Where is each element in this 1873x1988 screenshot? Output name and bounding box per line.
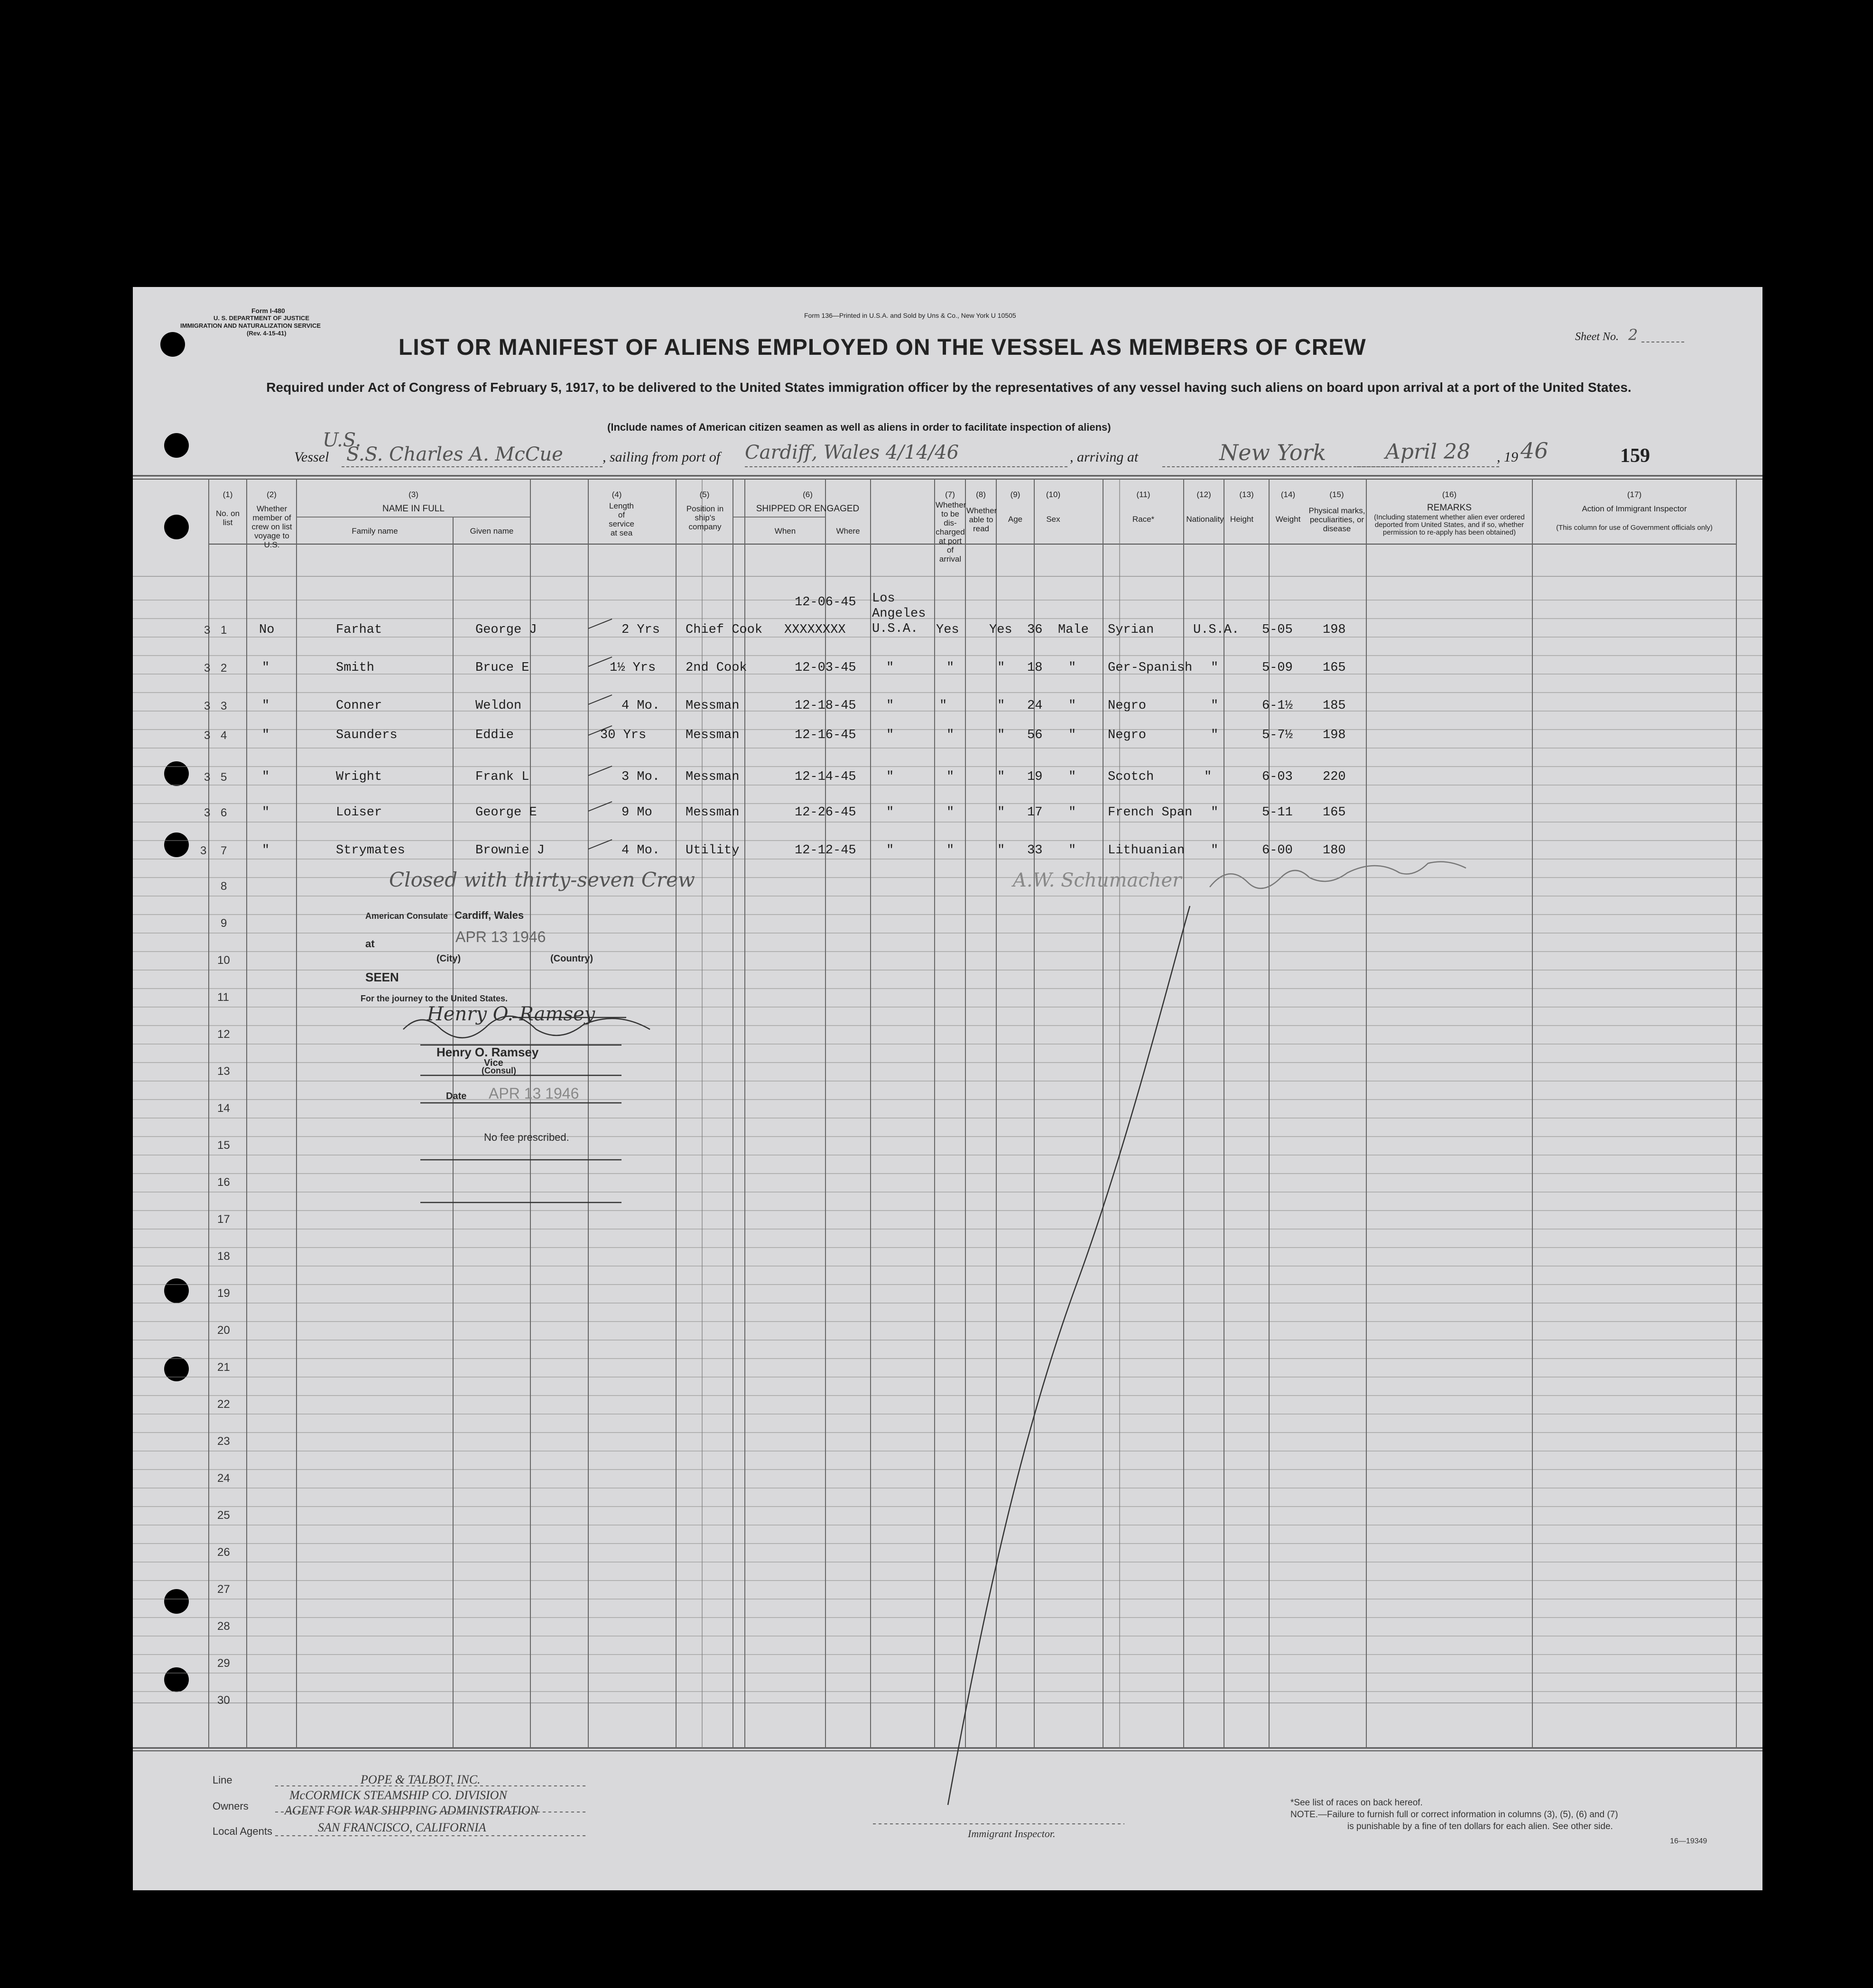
cell-given-name: Eddie — [475, 728, 514, 742]
cell-discharged: " — [946, 661, 955, 675]
cell-sex: " — [1068, 699, 1076, 713]
row-number: 2 — [221, 662, 227, 675]
cell-nationality: " — [1211, 843, 1219, 858]
cell-where: " — [886, 770, 894, 784]
col-3-num: (3) — [408, 490, 418, 499]
cell-age: 36 — [1027, 623, 1043, 637]
cell-discharged: " — [946, 843, 955, 858]
sailing-port: Cardiff, Wales 4/14/46 — [745, 442, 959, 463]
cell-height: 5-09 — [1262, 661, 1293, 675]
cell-family-name: Farhat — [336, 623, 382, 637]
cell-nationality: U.S.A. — [1193, 623, 1240, 637]
cell-family-name: Strymates — [336, 843, 405, 858]
row-number: 23 — [217, 1435, 230, 1448]
cell-family-name: Conner — [336, 699, 382, 713]
col-7-num: (7) — [945, 490, 955, 499]
cell-position: Utility — [686, 843, 740, 858]
stamp-city-label: (City) — [436, 953, 461, 964]
consulate-city: Cardiff, Wales — [454, 909, 524, 921]
col-4-header: Length of service at sea — [609, 501, 634, 537]
cell-weight: 165 — [1323, 661, 1346, 675]
cell-age: 33 — [1027, 843, 1043, 858]
closing-note: Closed with thirty-seven Crew — [389, 868, 695, 891]
row-prefix: 3 — [204, 700, 211, 712]
col-12-header: Nationality — [1186, 515, 1224, 524]
arrival-year: 46 — [1521, 438, 1548, 463]
cell-race: French Span — [1108, 805, 1193, 820]
row-number: 13 — [217, 1065, 230, 1078]
row-number: 29 — [217, 1657, 230, 1670]
form-rev: (Rev. 4-15-41) — [247, 330, 287, 337]
stamp-seen: SEEN — [365, 970, 399, 984]
cell-given-name: Weldon — [475, 699, 522, 713]
cell-where: " — [886, 728, 894, 742]
row-number: 20 — [217, 1324, 230, 1337]
cell-position: Messman — [686, 770, 740, 784]
form-dept: U. S. DEPARTMENT OF JUSTICE — [213, 314, 309, 322]
cell-where: " — [886, 843, 894, 858]
cell-where-line1: Los — [872, 592, 895, 606]
col-14-num: (14) — [1280, 490, 1296, 499]
cell-nationality: " — [1211, 661, 1219, 675]
footer-stamp-line2: McCORMICK STEAMSHIP CO. DIVISION — [289, 1788, 507, 1802]
col-8-num: (8) — [976, 490, 986, 499]
cell-read: " — [997, 805, 1005, 820]
cell-nationality: " — [1204, 770, 1212, 784]
row-number: 1 — [221, 624, 227, 637]
cell-age: 17 — [1027, 805, 1043, 820]
family-name-header: Family name — [352, 527, 398, 536]
cell-service: 4 Mo. — [621, 843, 660, 858]
row-number: 9 — [221, 917, 227, 930]
sheet-label: Sheet No. — [1575, 331, 1619, 343]
printer-note: Form 136—Printed in U.S.A. and Sold by Uns & Co., New York U 10505 — [804, 312, 1016, 319]
cell-race: Negro — [1108, 699, 1147, 713]
row-prefix: 3 — [204, 662, 211, 675]
table-row — [133, 657, 1762, 676]
stamp-journey: For the journey to the United States. — [361, 994, 508, 1003]
cell-read: " — [997, 661, 1005, 675]
cell-where: " — [886, 699, 894, 713]
col-6-num: (6) — [803, 490, 813, 499]
cell-race: Ger-Spanish — [1108, 661, 1193, 675]
row-number: 26 — [217, 1546, 230, 1559]
row-number: 15 — [217, 1139, 230, 1152]
cell-member: No — [259, 623, 275, 637]
cell-position: Chief Cook — [686, 623, 763, 637]
col-1-num: (1) — [223, 490, 233, 499]
cell-position: Messman — [686, 805, 740, 820]
footer-agents-label: Local Agents — [213, 1825, 272, 1837]
row-number: 27 — [217, 1583, 230, 1596]
footer-owners-label: Owners — [213, 1800, 249, 1812]
cell-member: " — [262, 661, 270, 675]
col-13-num: (13) — [1239, 490, 1254, 499]
col-10-header: Sex — [1046, 515, 1060, 524]
col-11-num: (11) — [1136, 490, 1150, 499]
cell-age: 19 — [1027, 770, 1043, 784]
consul-title: (Consul) — [482, 1066, 516, 1075]
cell-when: 12-12-45 — [795, 843, 856, 858]
cell-weight: 165 — [1323, 805, 1346, 820]
cell-position: 2nd Cook — [686, 661, 747, 675]
cell-sex: " — [1068, 843, 1076, 858]
include-note: (Include names of American citizen seamen as well as aliens in order to facilitate inspection of aliens) — [607, 421, 1111, 433]
consulate-stamp-line1 — [365, 909, 524, 922]
col-6-header: SHIPPED OR ENGAGED — [756, 504, 860, 514]
col-7-header: Whether to be dis-charged at port of arrival — [936, 500, 966, 564]
row-number: 24 — [217, 1472, 230, 1485]
cell-service: 3 Mo. — [621, 770, 660, 784]
cell-sex: " — [1068, 728, 1076, 742]
cell-read: " — [997, 728, 1005, 742]
col-1-header: No. on list — [215, 509, 240, 527]
races-note: *See list of races on back hereof. — [1290, 1798, 1423, 1808]
col-2-header: Whether member of crew on list voyage to U.S. — [251, 504, 292, 549]
col-13-header: Height — [1230, 515, 1254, 524]
cell-position: Messman — [686, 699, 740, 713]
row-number: 12 — [217, 1028, 230, 1041]
col-5-num: (5) — [699, 490, 710, 499]
cell-race: Lithuanian — [1108, 843, 1185, 858]
inspector-label: Immigrant Inspector. — [968, 1828, 1056, 1840]
row-number: 25 — [217, 1509, 230, 1522]
cell-family-name: Wright — [336, 770, 382, 784]
cell-discharged: " — [946, 770, 955, 784]
cell-member: " — [262, 699, 270, 713]
col-15-num: (15) — [1329, 490, 1344, 499]
cell-when: 12-14-45 — [795, 770, 856, 784]
col-16-header: REMARKS — [1427, 503, 1472, 513]
cell-nationality: " — [1211, 728, 1219, 742]
cell-weight: 198 — [1323, 728, 1346, 742]
col-12-num: (12) — [1196, 490, 1211, 499]
consul-signature: Henry O. Ramsey — [427, 1003, 595, 1025]
penalty-note-1: NOTE.—Failure to furnish full or correct information in columns (3), (5), (6) and (7) — [1290, 1810, 1618, 1820]
cell-read: " — [997, 770, 1005, 784]
col-9-num: (9) — [1010, 490, 1020, 499]
cell-age: 18 — [1027, 661, 1043, 675]
col-17-detail: (This column for use of Government officials only) — [1556, 524, 1713, 532]
cell-race: Negro — [1108, 728, 1147, 742]
statute-text: Required under Act of Congress of February 5, 1917, to be delivered to the United States immigration officer by the representatives of any vessel having such aliens on board upon arrival at a port of the United States. — [266, 380, 1632, 395]
when-header: When — [774, 527, 796, 536]
table-row — [133, 724, 1762, 743]
row-prefix: 3 — [204, 806, 211, 819]
cell-where-line2: Angeles — [872, 607, 926, 621]
vessel-name: S.S. Charles A. McCue — [346, 444, 563, 465]
page-number: 159 — [1620, 445, 1650, 467]
cell-when: 12-16-45 — [795, 728, 856, 742]
footer-stamp-line3: AGENT FOR WAR SHIPPING ADMINISTRATION — [285, 1803, 538, 1817]
row-number: 19 — [217, 1287, 230, 1300]
row-number: 8 — [221, 880, 227, 893]
stamp-fee: No fee prescribed. — [484, 1131, 569, 1143]
cell-when: 12-18-45 — [795, 699, 856, 713]
cell-service: 30 Yrs — [600, 728, 647, 742]
vessel-label: Vessel — [294, 449, 329, 465]
col-16-detail: (Including statement whether alien ever ordered deported from United States, and if so, whether permission to re-apply has been obtained) — [1374, 513, 1525, 536]
cell-height: 6-03 — [1262, 770, 1293, 784]
col-2-num: (2) — [267, 490, 277, 499]
cell-sex: " — [1068, 770, 1076, 784]
form-service: IMMIGRATION AND NATURALIZATION SERVICE — [180, 322, 321, 329]
cell-member: " — [262, 728, 270, 742]
cell-discharged: Yes — [936, 623, 959, 637]
table-row — [133, 840, 1762, 859]
row-number: 11 — [217, 991, 229, 1004]
vessel-prefix: U.S. — [323, 429, 362, 451]
form-number: Form I-480 — [251, 307, 285, 314]
cell-when: 12-26-45 — [795, 805, 856, 820]
cell-given-name: Brownie J — [475, 843, 545, 858]
cell-race: Scotch — [1108, 770, 1154, 784]
col-3-header: NAME IN FULL — [382, 504, 445, 514]
cell-age: 24 — [1027, 699, 1043, 713]
inspector-signature-stroke — [1210, 862, 1466, 888]
cell-given-name: George E — [475, 805, 537, 820]
cell-height: 6-1½ — [1262, 699, 1293, 713]
cell-when-above: 12-06-45 — [795, 595, 856, 610]
cell-service: 1½ Yrs — [610, 661, 656, 675]
col-10-num: (10) — [1046, 490, 1061, 499]
cell-weight: 180 — [1323, 843, 1346, 858]
cell-where: " — [886, 805, 894, 820]
cell-where: " — [886, 661, 894, 675]
row-number: 28 — [217, 1620, 230, 1633]
cell-when: 12-03-45 — [795, 661, 856, 675]
row-number: 6 — [221, 806, 227, 819]
arrival-date: April 28 — [1385, 440, 1471, 464]
cell-weight: 220 — [1323, 770, 1346, 784]
cell-height: 5-7½ — [1262, 728, 1293, 742]
inspector-signature: A.W. Schumacher — [1013, 869, 1182, 891]
form-code: 16—19349 — [1670, 1837, 1707, 1845]
cell-position: Messman — [686, 728, 740, 742]
row-number: 21 — [217, 1361, 230, 1374]
table-row — [133, 592, 1762, 638]
cell-given-name: Frank L — [475, 770, 529, 784]
sailing-label: , sailing from port of — [603, 449, 721, 465]
cell-discharged: " — [946, 728, 955, 742]
manifest-sheet — [133, 287, 1762, 1890]
stamp-date: APR 13 1946 — [455, 928, 546, 945]
cell-age: 56 — [1027, 728, 1043, 742]
stamp-date-label: Date — [446, 1091, 467, 1101]
cell-member: " — [262, 843, 270, 858]
given-name-header: Given name — [470, 527, 514, 536]
footer-stamp-line1: POPE & TALBOT, INC. — [361, 1773, 481, 1786]
row-number: 5 — [221, 771, 227, 784]
col-11-header: Race* — [1132, 515, 1155, 524]
cell-read: " — [997, 843, 1005, 858]
row-number: 17 — [217, 1213, 230, 1226]
col-17-header: Action of Immigrant Inspector — [1582, 504, 1687, 513]
row-number: 4 — [221, 729, 227, 742]
cell-race: Syrian — [1108, 623, 1154, 637]
cell-service: 9 Mo — [621, 805, 652, 820]
table-row — [133, 695, 1762, 714]
page-title: LIST OR MANIFEST OF ALIENS EMPLOYED ON THE VESSEL AS MEMBERS OF CREW — [399, 335, 1366, 360]
stamp-at: at — [365, 938, 375, 950]
row-number: 3 — [221, 700, 227, 712]
col-4-num: (4) — [612, 490, 622, 499]
consul-vice: Vice — [484, 1058, 503, 1068]
cell-discharged: " — [946, 805, 955, 820]
arriving-port: New York — [1219, 440, 1326, 465]
cell-family-name: Loiser — [336, 805, 382, 820]
cell-family-name: Saunders — [336, 728, 398, 742]
where-header: Where — [836, 527, 860, 536]
col-5-header: Position in ship's company — [686, 504, 724, 531]
row-prefix: 3 — [204, 729, 211, 742]
cell-height: 5-11 — [1262, 805, 1293, 820]
row-prefix: 3 — [204, 771, 211, 784]
consul-name: Henry O. Ramsey — [436, 1045, 539, 1059]
row-number: 10 — [217, 954, 230, 967]
cell-height: 5-05 — [1262, 623, 1293, 637]
cell-sex: " — [1068, 805, 1076, 820]
consulate-label: American Consulate — [365, 911, 448, 921]
cell-nationality: " — [1211, 805, 1219, 820]
row-prefix: 3 — [200, 844, 207, 857]
arriving-label: , arriving at — [1070, 449, 1139, 465]
cell-when: XXXXXXXX — [784, 623, 846, 637]
cell-sex: " — [1068, 661, 1076, 675]
col-17-num: (17) — [1627, 490, 1642, 499]
cell-member: " — [262, 805, 270, 820]
cell-given-name: George J — [475, 623, 537, 637]
cell-weight: 198 — [1323, 623, 1346, 637]
cell-discharged: " — [939, 699, 947, 713]
row-number: 16 — [217, 1176, 230, 1189]
cell-service: 4 Mo. — [621, 699, 660, 713]
footer-stamp-line4: SAN FRANCISCO, CALIFORNIA — [318, 1821, 486, 1834]
col-14-header: Weight — [1275, 515, 1301, 524]
col-9-header: Age — [1008, 515, 1023, 524]
cell-read: Yes — [989, 623, 1012, 637]
stamp-country-label: (Country) — [550, 953, 593, 964]
footer-line-label: Line — [213, 1774, 232, 1786]
cell-sex: Male — [1058, 623, 1089, 637]
cell-family-name: Smith — [336, 661, 375, 675]
col-15-header: Physical marks, peculiarities, or disease — [1308, 506, 1365, 533]
row-prefix: 3 — [204, 624, 211, 637]
row-number: 30 — [217, 1694, 230, 1707]
cell-member: " — [262, 770, 270, 784]
stamp-date2: APR 13 1946 — [489, 1085, 579, 1102]
penalty-note-2: is punishable by a fine of ten dollars for each alien. See other side. — [1347, 1822, 1613, 1831]
table-row — [133, 766, 1762, 785]
table-row — [133, 802, 1762, 821]
row-number: 14 — [217, 1102, 230, 1115]
cell-given-name: Bruce E — [475, 661, 529, 675]
row-number: 18 — [217, 1250, 230, 1263]
sheet-value: 2 — [1628, 326, 1638, 344]
cell-weight: 185 — [1323, 699, 1346, 713]
cell-height: 6-00 — [1262, 843, 1293, 858]
row-number: 7 — [221, 844, 227, 857]
col-8-header: Whether able to read — [966, 506, 997, 533]
row-number: 22 — [217, 1398, 230, 1411]
col-16-num: (16) — [1442, 490, 1457, 499]
cell-nationality: " — [1211, 699, 1219, 713]
cell-service: 2 Yrs — [621, 623, 660, 637]
cell-read: " — [997, 699, 1005, 713]
cell-where-line3: U.S.A. — [872, 622, 918, 636]
year-prefix: , 19 — [1497, 449, 1518, 465]
